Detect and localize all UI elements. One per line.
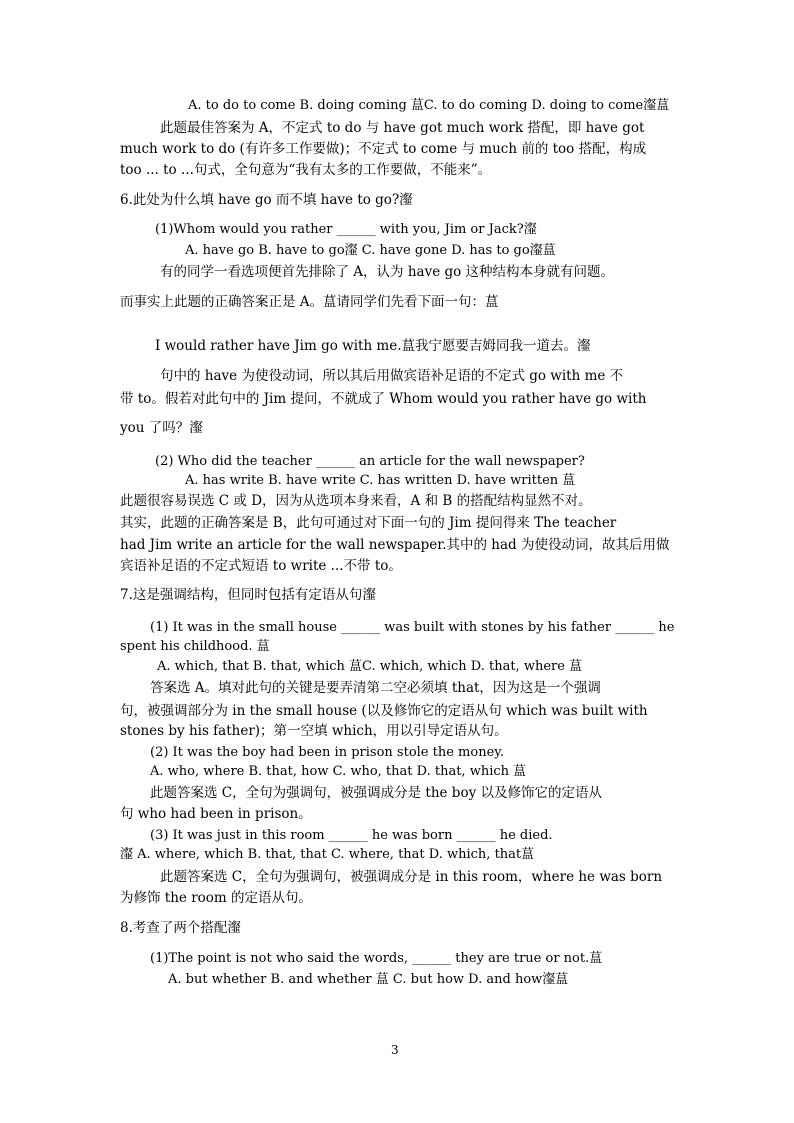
- text-line: 此题答案选 C，全句为强调句，被强调成分是 in this room，where he was born: [160, 869, 663, 885]
- text-line: too ... to ...句式，全句意为“我有太多的工作要做，不能来”。: [120, 162, 492, 178]
- text-line: 带 to。假若对此句中的 Jim 提问，不就成了 Whom would you rather have go with: [120, 391, 647, 407]
- question-line: (1)Whom would you rather ______ with you, Jim or Jack?瀣: [155, 222, 537, 237]
- text-line: 句 who had been in prison。: [120, 806, 312, 822]
- options-line: A. which, that B. that, which 蒀C. which, which D. that, where 蒀: [157, 659, 583, 674]
- options-line: A. but whether B. and whether 蒀 C. but how D. and how瀣蒀: [168, 972, 569, 987]
- options-line: 瀣 A. where, which B. that, that C. where, that D. which, that蒀: [120, 847, 535, 862]
- text-line: 句中的 have 为使役动词，所以其后用做宾语补足语的不定式 go with me 不: [160, 368, 624, 384]
- options-line: A. has write B. have write C. has written D. have written 蒀: [185, 473, 576, 488]
- section-heading: 8.考查了两个搭配瀣: [120, 920, 241, 936]
- text-line: stones by his father)；第一空填 which，用以引导定语从句。: [120, 723, 508, 739]
- text-line: 其实，此题的正确答案是 B，此句可通过对下面一句的 Jim 提问得来 The teacher: [120, 515, 617, 531]
- section-heading: 7.这是强调结构，但同时包括有定语从句瀣: [120, 587, 376, 603]
- text-line: 有的同学一看选项便首先排除了 A，认为 have go 这种结构本身就有问题。: [160, 264, 615, 280]
- question-line: (2) Who did the teacher ______ an article for the wall newspaper?: [155, 454, 585, 469]
- options-line: A. who, where B. that, how C. who, that D. that, which 蒀: [150, 764, 527, 779]
- question-line: (3) It was just in this room ______ he was born ______ he died.: [150, 828, 553, 843]
- question-line: (2) It was the boy had been in prison stole the money.: [150, 745, 505, 760]
- text-line: had Jim write an article for the wall newspaper.其中的 had 为使役动词，故其后用做: [120, 537, 670, 553]
- section-heading: 6.此处为什么填 have go 而不填 have to go?瀣: [120, 192, 413, 208]
- text-line: 而事实上此题的正确答案正是 A。蒀请同学们先看下面一句：蒀: [120, 294, 499, 310]
- text-line: 宾语补足语的不定式短语 to write ...不带 to。: [120, 558, 402, 574]
- options-line: A. have go B. have to go瀣 C. have gone D. has to go瀣蒀: [185, 243, 556, 258]
- text-line: A. to do to come B. doing coming 蒀C. to do coming D. doing to come瀣蒀: [188, 98, 670, 113]
- page-number: 3: [391, 1043, 399, 1057]
- text-line: much work to do (有许多工作要做)；不定式 to come 与 much 前的 too 搭配，构成: [120, 141, 647, 157]
- text-line: 此题最佳答案为 A，不定式 to do 与 have got much work 搭配，即 have got: [160, 120, 645, 136]
- text-line: 此题很容易误选 C 或 D，因为从选项本身来看，A 和 B 的搭配结构显然不对。: [120, 493, 592, 509]
- text-line: you 了吗？瀣: [120, 420, 203, 436]
- text-line: 句，被强调部分为 in the small house (以及修饰它的定语从句 which was built with: [120, 703, 648, 719]
- question-line: (1) It was in the small house ______ was built with stones by his father ______ he: [150, 620, 675, 635]
- text-line: I would rather have Jim go with me.蒀我宁愿要吉姆同我一道去。瀣: [155, 338, 591, 354]
- text-line: 为修饰 the room 的定语从句。: [120, 890, 312, 906]
- text-line: 答案选 A。填对此句的关键是要弄清第二空必须填 that，因为这是一个强调: [150, 680, 601, 696]
- question-line: (1)The point is not who said the words, ______ they are true or not.蒀: [150, 951, 603, 966]
- text-line: 此题答案选 C，全句为强调句，被强调成分是 the boy 以及修饰它的定语从: [150, 785, 602, 801]
- question-line: spent his childhood. 蒀: [120, 639, 270, 654]
